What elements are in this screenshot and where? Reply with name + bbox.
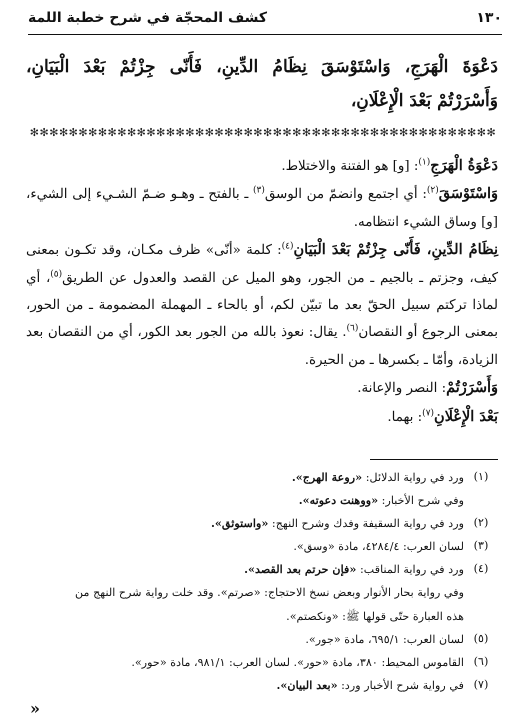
- keyword: وَاسْتَوْسَقَ: [438, 185, 499, 203]
- entry-paragraph: [26, 403, 498, 431]
- star-separator: ✻✻✻✻✻✻✻✻✻✻✻✻✻✻✻✻✻✻✻✻✻✻✻✻✻✻✻✻✻✻✻✻✻✻✻✻✻✻✻✻✻✻✻✻✻✻✻✻: [29, 126, 497, 139]
- footnote-text: لسان العرب: ٦٩٥/١، مادة «جور».: [305, 632, 464, 646]
- footnote-number: [464, 489, 498, 512]
- footnote: [26, 651, 498, 674]
- entry-paragraph: [26, 152, 498, 180]
- entry-text: ، أي لماذا تركتم سبيل الحقّ بعد ما تبيّن لكم، أو بالحاء ـ المهملة المضمومة ـ من الحور، بمعنى الرجوع أو النقصان: [26, 270, 498, 341]
- footnote-ref: (٤): [281, 241, 294, 252]
- footnote-ref: (٦): [346, 323, 359, 334]
- footnote-number: (٧): [473, 677, 489, 691]
- footnote-text: هذه العبارة حتّى قولها ﷺ: «ونكصتم».: [286, 609, 464, 623]
- footnote: [26, 674, 498, 697]
- footnote-text: وفي شرح الأخبار:: [378, 494, 464, 508]
- header-rule: [28, 34, 502, 35]
- running-title: كشف المحجّة في شرح خطبة اللمة: [28, 10, 268, 26]
- footnote-number: (٣): [473, 539, 489, 553]
- footnote-number: (٤): [473, 562, 489, 576]
- footnote: [26, 466, 498, 489]
- footnote-text: وفي رواية بحار الأنوار وبعض نسخ الاحتجاج: «صرتم». وقد خلت رواية شرح النهج من: [75, 586, 464, 600]
- entry-text: : بهما.: [387, 409, 423, 425]
- footnote: [26, 628, 498, 651]
- footnote-text: في رواية شرح الأخبار ورد:: [337, 678, 464, 692]
- entry-text: ـ بالفتح ـ وهـو ضـمّ الشـيء إلى الشيء، [و] وساق الشيء انتظامه.: [26, 187, 498, 230]
- footnote-ref: (١): [418, 157, 431, 168]
- footnote: [26, 605, 498, 628]
- keyword: بَعْدَ الْإِعْلَانِ: [434, 407, 498, 425]
- footnote: [26, 535, 498, 558]
- sermon-excerpt: دَعْوَةَ الْهَرَجِ، وَاسْتَوْسَقَ نِظَامُ الدِّينِ، فَأَنّى جِزْتُمْ بَعْدَ الْبَيَانِ، وَأَسْرَرْتُمْ بَعْدَ الْإِعْلَانِ،: [26, 57, 498, 111]
- footnote-number: [464, 605, 498, 628]
- footnote-text: لسان العرب: ٤٢٨٤/٤، مادة «وسق».: [293, 540, 464, 554]
- footnote-ref: (٥): [50, 269, 63, 280]
- footnote-number: (٦): [473, 654, 489, 668]
- footnote-number: [464, 581, 498, 604]
- footnote-ref: (٢): [426, 185, 439, 196]
- page-number: ١٣٠: [476, 10, 502, 26]
- footnote-quote: «ووهنت دعوته».: [298, 493, 379, 508]
- footnote-rule: [370, 459, 498, 460]
- entry-text: : النصر والإعانة.: [357, 381, 447, 397]
- footnote-text: ورد في رواية الدلائل:: [362, 471, 464, 484]
- entry-text: : كلمة «أنّى» ظرف مكـان، وقد تكـون بمعنى كيف، وجزتم ـ بالجيم ـ من الجور، وهو الميل عن القصد والعدول عن الطريق: [26, 243, 498, 286]
- entry-paragraph: [26, 236, 498, 374]
- footnote-quote: «فإن حرتم بعد القصد».: [244, 562, 357, 577]
- footnote-number: (٥): [473, 631, 489, 645]
- footnotes: [26, 466, 498, 697]
- footnote: [26, 581, 498, 604]
- footnote-text: القاموس المحيط: ٣٨٠، مادة «حور». لسان العرب: ٩٨١/١، مادة «حور».: [131, 655, 464, 669]
- footnote-quote: «بعد البيان».: [276, 677, 338, 692]
- keyword: وَأَسْرَرْتُمْ: [446, 379, 498, 397]
- footnote-number: (٢): [473, 516, 489, 530]
- entry-paragraph: [26, 374, 498, 402]
- entry-text: : [و] هو الفتنة والاختلاط.: [281, 159, 419, 174]
- footnote-ref: (٧): [422, 408, 435, 419]
- keyword: نِظَامُ الدِّينِ، فَأَنّى جِزْتُمْ بَعْدَ الْبَيَانِ: [293, 241, 498, 259]
- continuation-mark: «: [30, 699, 40, 718]
- footnote-quote: «واستوثق».: [211, 516, 269, 531]
- running-header: [28, 10, 502, 32]
- keyword: دَعْوَةُ الْهَرَجِ: [430, 157, 498, 174]
- footnote-text: ورد في رواية المناقب:: [356, 563, 464, 577]
- entry-text: : أي اجتمع وانضمّ من الوسق: [264, 187, 427, 203]
- entry-text: . يقال: نعوذ بالله من الجور بعد الكور، أي من النقصان بعد الزيادة، وأمّا ـ بكسرها ـ من الحيرة.: [26, 325, 498, 368]
- footnote-text: ورد في رواية السقيفة وفدك وشرح النهج:: [268, 517, 464, 531]
- footnote: [26, 558, 498, 581]
- footnote-ref: (٣): [252, 185, 265, 196]
- entry-paragraph: [26, 180, 498, 236]
- footnote-quote: «روعة الهرج».: [291, 470, 363, 484]
- footnote: [26, 489, 498, 512]
- footnote-number: (١): [473, 470, 489, 483]
- commentary-body: [26, 152, 498, 431]
- footnote: [26, 512, 498, 535]
